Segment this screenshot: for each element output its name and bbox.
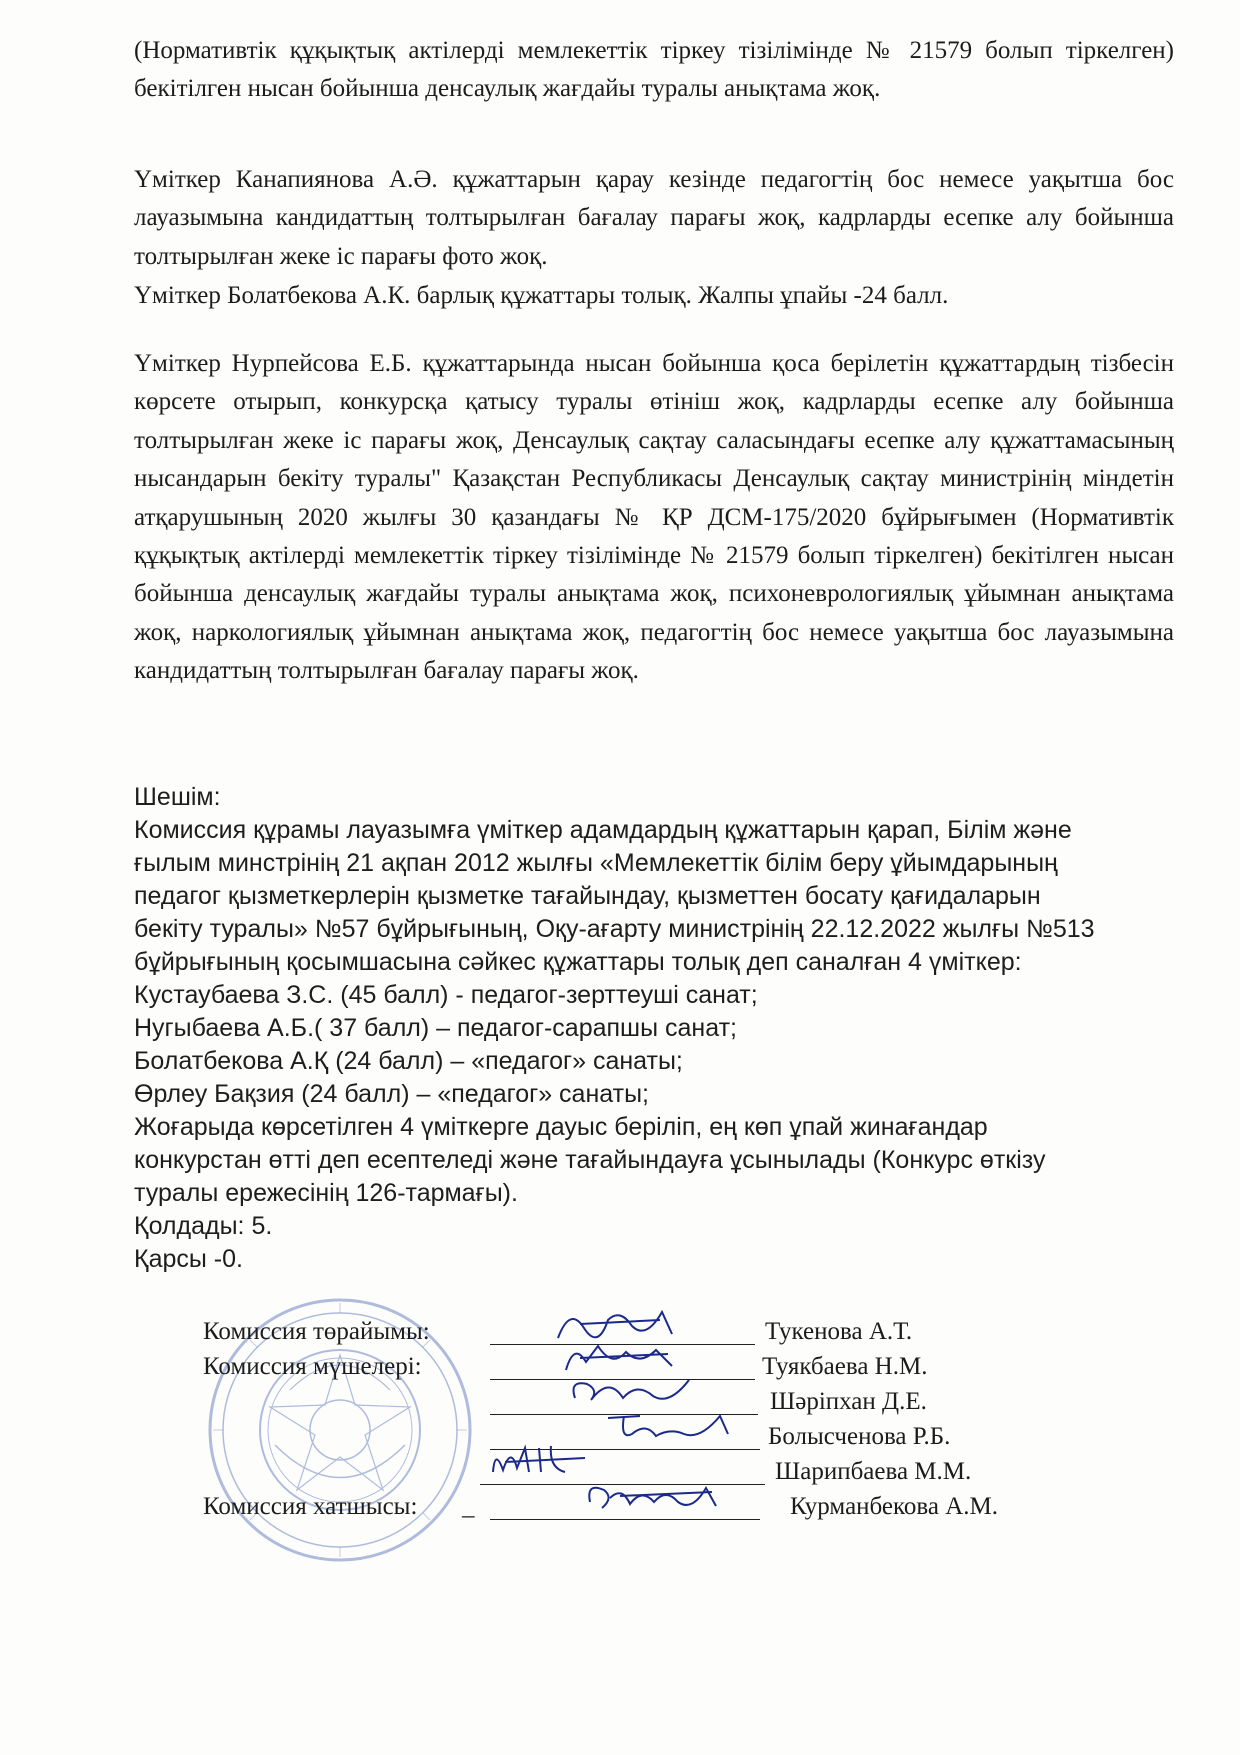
paragraph-text: Үміткер Нурпейсова Е.Б. құжаттарында нысан бойынша қоса берілетін құжаттардың тізбесін көрсете отырып, конкурсқа қатысу туралы өтініш жоқ, кадрларды есепке алу бойынша толтырылған жеке іс парағы жоқ, Денсаулық сақтау саласындағы есепке алу құжаттамасының нысандарын бекіту туралы" Қазақстан Республикасы Денсаулық сақтау министрінің міндетін атқарушының 2020 жылғы 30 қазандағы № ҚР ДСМ-175/2020 бұйрығымен (Нормативтік құқықтық актілерді мемлекеттік тіркеу тізілімінде № 21579 болып тіркелген) бекітілген нысан бойынша денсаулық жағдайы туралы анықтама жоқ, психоневрологиялық ұйымнан анықтама жоқ, наркологиялық ұйымнан анықтама жоқ, педагогтің бос немесе уақытша бос лауазымына кандидаттың толтырылған бағалау парағы жоқ.: [134, 350, 1174, 685]
decision-line: бекіту туралы» №57 бұйрығының, Оқу-ағарту министрінің 22.12.2022 жылғы №513: [134, 915, 1095, 943]
decision-line: педагог қызметкерлерін қызметке тағайындау, қызметтен босату қағидаларын: [134, 882, 1041, 910]
secretary-prefix: _: [462, 1493, 475, 1520]
signature-member-4-icon: [485, 1438, 595, 1482]
decision-line: Болатбекова А.Қ (24 балл) – «педагог» санаты;: [134, 1047, 683, 1075]
paragraph-nurpeisova: [134, 345, 1174, 691]
signatory-name: Туякбаева Н.М.: [762, 1353, 928, 1380]
paragraph-kanapiyanova: [134, 161, 1174, 276]
chair-label: Комиссия төрайымы:: [203, 1318, 430, 1345]
decision-votes-for: Қолдады: 5.: [134, 1212, 273, 1240]
paragraph-bolatbekova: [134, 277, 1174, 315]
decision-votes-against: Қарсы -0.: [134, 1245, 243, 1273]
signatory-name: Шарипбаева М.М.: [775, 1458, 972, 1485]
paragraph-health-certificate: [134, 32, 1174, 109]
signatory-name: Тукенова А.Т.: [765, 1318, 913, 1345]
signature-secretary-icon: [580, 1476, 730, 1520]
signature-member-3-icon: [600, 1404, 740, 1448]
signatory-name: Курманбекова А.М.: [790, 1493, 999, 1520]
decision-section: [134, 781, 1144, 1276]
secretary-label: Комиссия хатшысы:: [203, 1493, 418, 1520]
decision-line: Комиссия құрамы лауазымға үміткер адамдардың құжаттарын қарап, Білім және: [134, 816, 1072, 844]
decision-line: Жоғарыда көрсетілген 4 үміткерге дауыс беріліп, ең көп ұпай жинағандар: [134, 1113, 988, 1141]
decision-line: конкурстан өтті деп есептеледі және тағайындауға ұсынылады (Конкурс өткізу: [134, 1146, 1046, 1174]
decision-line: Кустаубаева З.С. (45 балл) - педагог-зерттеуші санат;: [134, 981, 758, 1009]
decision-line: туралы ережесінің 126-тармағы).: [134, 1179, 518, 1207]
decision-line: Өрлеу Бақзия (24 балл) – «педагог» санаты;: [134, 1080, 649, 1108]
paragraph-text: Үміткер Болатбекова А.К. барлық құжаттары толық. Жалпы ұпайы -24 балл.: [134, 282, 949, 309]
paragraph-text: (Нормативтік құқықтық актілерді мемлекеттік тіркеу тізілімінде № 21579 болып тіркелген) бекітілген нысан бойынша денсаулық жағдайы туралы анықтама жоқ.: [134, 37, 1174, 103]
decision-line: ғылым минстрінің 21 ақпан 2012 жылғы «Мемлекеттік білім беру ұйымдарының: [134, 849, 1058, 877]
paragraph-text: Үміткер Канапиянова А.Ә. құжаттарын қарау кезінде педагогтің бос немесе уақытша бос лауазымына кандидаттың толтырылған бағалау парағы жоқ, кадрларды есепке алу бойынша толтырылған жеке іс парағы фото жоқ.: [134, 166, 1174, 270]
decision-heading: Шешім:: [134, 783, 221, 811]
decision-line: Нугыбаева А.Б.( 37 балл) – педагог-сарапшы санат;: [134, 1014, 737, 1042]
signatory-name: Шәріпхан Д.Е.: [770, 1388, 927, 1415]
members-label: Комиссия мүшелері:: [203, 1353, 422, 1380]
signatory-name: Болысченова Р.Б.: [768, 1423, 951, 1450]
decision-line: бұйрығының қосымшасына сәйкес құжаттары толық деп саналған 4 үміткер:: [134, 948, 1022, 976]
